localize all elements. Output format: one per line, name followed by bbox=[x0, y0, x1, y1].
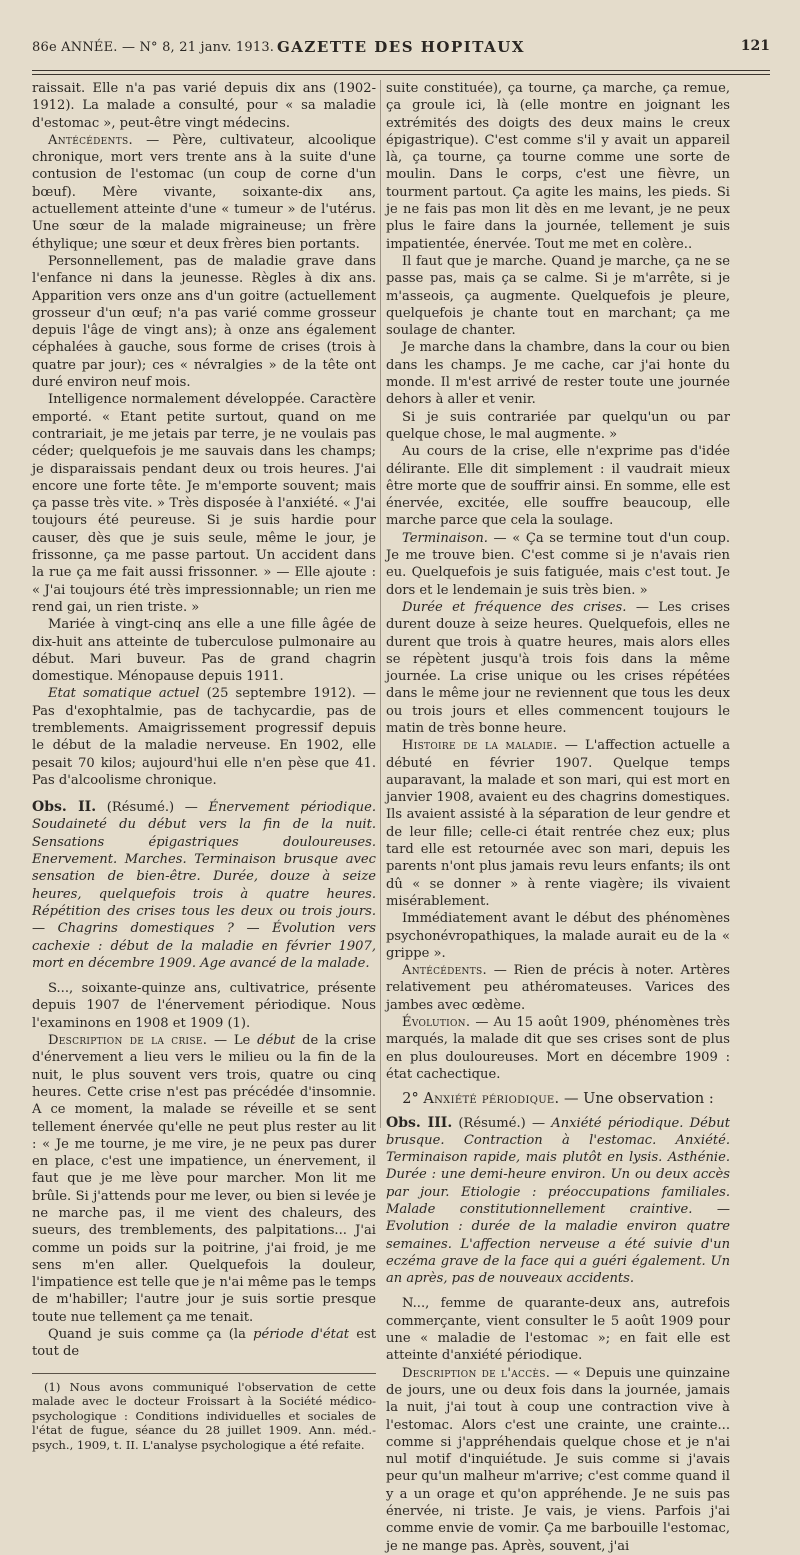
header-rule-top bbox=[32, 70, 770, 71]
observation-title: Obs. III. bbox=[386, 1114, 453, 1131]
issue-info: 86e ANNÉE. — N° 8, 21 janv. 1913. bbox=[32, 40, 275, 55]
paragraph-crisis-description bbox=[32, 1032, 376, 1326]
paragraph-text: — Père, cultivateur, alcoolique chronique, mort vers trente ans à la suite d'une contusion de l'estomac (un coup de corne d'un bœuf). Mère vivante, soixante-dix ans, actuellement atteinte d'une « tumeur » de l'utérus. Une sœur de la malade migraineuse; un frère éthylique; une sœur et deux frères bien portants. bbox=[32, 132, 376, 252]
journal-title: GAZETTE DES HOPITAUX bbox=[276, 38, 525, 56]
section-number: 2° bbox=[402, 1091, 424, 1108]
paragraph-termination bbox=[386, 530, 730, 599]
paragraph-text: N..., femme de quarante-deux ans, autrefois commerçante, vient consulter le 5 août 1909 pour une « maladie de l'estomac »; en fait elle est atteinte d'anxiété périodique. bbox=[386, 1296, 730, 1364]
paragraph bbox=[386, 1295, 730, 1364]
paragraph-evolution bbox=[386, 1014, 730, 1083]
paragraph-text: — « Depuis une quinzaine de jours, une ou deux fois dans la journée, jamais la nuit, j'ai tout à coup une contraction vive à l'estomac. Alors c'est une crainte, une crainte... comme si j'appréhendais quelque chose et je n'ai nul motif d'inquiétude. Je suis comme si j'avais peur qu'un malheur m'arrive; c'est comme quand il y a un orage et qu'on appréhende. Je ne suis pas énervée, ni triste. Je vais, je viens. Parfois j'ai comme envie de vomir. Ça me barbouille l'estomac, je ne mange pas. Après, souvent, j'ai bbox=[386, 1365, 731, 1554]
paragraph-text: suite constituée), ça tourne, ça marche, ça remue, ça groule ici, là (elle montre en joignant les extrémités des doigts des deux mains le creux épigastrique). C'est comme s'il y avait un appareil là, ça tourne, ça tourne comme une sorte de moulin. Dans le corps, c'est une fièvre, un tourment partout. Ça agite les mains, les pieds. Si je ne fais pas mon lit dès en me levant, je ne peux plus le faire dans la journée, tellement je suis impatientée, énervée. Tout me met en colère.. bbox=[386, 81, 730, 252]
paragraph-somatic bbox=[32, 685, 376, 789]
observation-summary: Anxiété périodique. Début brusque. Contraction à l'estomac. Anxiété. Terminaison rapide, mais plutôt en lysis. Asthénie. Durée : une demi-heure environ. Un ou deux accès par jour. Etiologie : préoccupations familiales. Malade constitutionnellement craintive. — Evolution : durée de la maladie environ quatre semaines. L'affection nerveuse a été suivie d'un eczéma grave de la face qui a guéri également. Un an après, pas de nouveaux accidents. bbox=[386, 1115, 731, 1287]
paragraph-heading: Description de l'accès. bbox=[402, 1365, 551, 1381]
observation-title: Obs. II. bbox=[32, 799, 97, 816]
paragraph-text: Si je suis contrariée par quelqu'un ou par quelque chose, le mal augmente. » bbox=[386, 409, 730, 442]
paragraph-antecedents bbox=[386, 962, 730, 1014]
page-number: 121 bbox=[740, 38, 770, 54]
paragraph bbox=[32, 980, 376, 1032]
footnote: (1) Nous avons communiqué l'observation de cette malade avec le docteur Froissart à la Société médico-psychologique : Conditions individuelles et sociales de l'état de fugue, séance du 28 juillet 1909. Ann. méd.-psych., 1909, t. II. L'analyse psychologique a été refaite. bbox=[32, 1379, 376, 1453]
section-heading: Anxiété périodique. bbox=[423, 1091, 560, 1108]
paragraph-text: Je marche dans la chambre, dans la cour ou bien dans les champs. Je me cache, car j'ai honte du monde. Il m'est arrivé de rester toute une journée dehors à aller et venir. bbox=[386, 340, 730, 408]
paragraph bbox=[386, 910, 730, 962]
paragraph-text: Au cours de la crise, elle n'exprime pas d'idée délirante. Elle dit simplement : il vaudrait mieux être morte que de souffrir ainsi. En somme, elle est énervée, excitée, elle souffre beaucoup, elle marche parce que cela la soulage. bbox=[386, 444, 730, 529]
spacer bbox=[386, 1287, 730, 1295]
emphasis: période d'état bbox=[253, 1327, 350, 1343]
paragraph-text: Intelligence normalement développée. Caractère emporté. « Etant petite surtout, quand on me contrariait, je me jetais par terre, je ne voulais pas céder; quelquefois je me sauvais dans les champs; je disparaissais pendant deux ou trois heures. J'ai encore une forte tête. Je m'emporte souvent; mais ça passe très vite. » Très disposée à l'anxiété. « J'ai toujours été peureuse. Si je suis hardie pour causer, dès que je suis seule, même le jour, je frissonne, ça me passe partout. Un accident dans la rue ça me fait aussi frissonner. » — Elle ajoute : « J'ai toujours été très impressionnable; un rien me rend gai, un rien triste. » bbox=[32, 392, 376, 615]
paragraph bbox=[386, 253, 730, 339]
observation-summary: Énervement périodique. Soudaineté du début vers la fin de la nuit. Sensations épigastriques douloureuses. Enervement. Marches. Terminaison brusque avec sensation de bien-être. Durée, douze à seize heures, quelquefois trois à quatre heures. Répétition des crises tous les deux ou trois jours. — Chagrins domestiques ? — Évolution vers cachexie : début de la maladie en février 1907, mort en décembre 1909. Age avancé de la malade. bbox=[32, 800, 376, 971]
paragraph-text: de la crise d'énervement a lieu vers le milieu ou la fin de la nuit, le plus souvent vers trois, quatre ou cinq heures. Cette crise n'est pas précédée d'insomnie. A ce moment, la malade se réveille et se sent tellement énervée qu'elle ne peut plus rester au lit : « Je me tourne, je me vire, je ne peux pas durer en place, c'est une impatience, un énervement, il faut que je me lève pour marcher. Mon lit me brûle. Si j'attends pour me lever, ou bien si levée je ne marche pas, il me vient des chaleurs, des sueurs, des tremblements, des palpitations... J'ai comme un poids sur la poitrine, j'ai froid, je me sens m'en aller. Quelquefois la douleur, l'impatience est telle que je n'ai même pas le temps de m'habiller; l'autre jour je suis sortie presque toute nue tellement ça me tenait. bbox=[32, 1033, 376, 1325]
paragraph-text: — « Ça se termine tout d'un coup. Je me trouve bien. C'est comme si je n'avais rien eu. Quelquefois je suis fatiguée, mais c'est tout. Je dors et le lendemain je suis très bien. » bbox=[386, 530, 730, 598]
paragraph-history bbox=[386, 737, 730, 910]
paragraph-access-description bbox=[386, 1365, 730, 1555]
paragraph-text: S..., soixante-quinze ans, cultivatrice, présente depuis 1907 de l'énervement périodique. Nous l'examinons en 1908 et 1909 (1). bbox=[32, 981, 376, 1031]
running-header bbox=[32, 36, 770, 62]
footnote-rule bbox=[32, 1373, 376, 1374]
paragraph bbox=[386, 339, 730, 408]
paragraph-heading: Description de la crise. bbox=[48, 1033, 208, 1049]
paragraph bbox=[386, 443, 730, 529]
paragraph-heading: Évolution. bbox=[402, 1015, 471, 1031]
paragraph-text: — Au 15 août 1909, phénomènes très marqués, la malade dit que ses crises sont de plus en plus douloureuses. Mort en décembre 1909 : état cachectique. bbox=[386, 1015, 730, 1082]
spacer bbox=[32, 972, 376, 980]
observation-3-summary bbox=[386, 1115, 730, 1288]
paragraph-heading: Histoire de la maladie. bbox=[402, 738, 558, 754]
header-rule-bottom bbox=[32, 74, 770, 75]
paragraph-text: Quand je suis comme ça (la bbox=[48, 1327, 254, 1343]
paragraph-antecedents bbox=[32, 132, 376, 253]
resume-label: (Résumé.) — bbox=[96, 800, 209, 816]
paragraph-text: raissait. Elle n'a pas varié depuis dix ans (1902-1912). La malade a consulté, pour « sa maladie d'estomac », peut-être vingt médecins. bbox=[32, 81, 376, 131]
paragraph bbox=[32, 80, 376, 132]
section-title bbox=[386, 1091, 730, 1108]
paragraph bbox=[386, 409, 730, 444]
paragraph-text: est tout de bbox=[32, 1327, 376, 1360]
paragraph-heading: Terminaison. bbox=[402, 530, 488, 546]
observation-2-summary bbox=[32, 799, 376, 972]
paragraph bbox=[32, 253, 376, 391]
right-column bbox=[386, 80, 731, 1554]
paragraph bbox=[32, 1326, 376, 1361]
paragraph-text: (25 septembre 1912). — Pas d'exophtalmie, pas de tachycardie, pas de tremblements. Amaigrissement progressif depuis le début de la maladie nerveuse. En 1902, elle pesait 70 kilos; aujourd'hui elle n'en pèse que 41. Pas d'alcoolisme chronique. bbox=[32, 686, 376, 788]
paragraph-text: Mariée à vingt-cinq ans elle a une fille âgée de dix-huit ans atteinte de tuberculose pulmonaire au début. Mari buveur. Pas de grand chagrin domestique. Ménopause depuis 1911. bbox=[32, 617, 376, 685]
resume-label: (Résumé.) — bbox=[452, 1115, 552, 1131]
paragraph-duration bbox=[386, 599, 730, 737]
left-column bbox=[32, 80, 376, 1453]
paragraph-text: — L'affection actuelle a débuté en février 1907. Quelque temps auparavant, la malade et son mari, qui est mort en janvier 1908, avaient eu des chagrins domestiques. Ils avaient assisté à la séparation de leur gendre et de leur fille; celle-ci était rentrée chez eux; plus tard elle est retournée avec son mari, depuis les parents n'ont plus jamais revu leurs enfants; ils ont dû « se donner » à rente viagère; ils vivaient misérablement. bbox=[386, 738, 731, 909]
paragraph-text: — Rien de précis à noter. Artères relativement peu athéromateuses. Varices des jambes avec œdème. bbox=[386, 963, 730, 1013]
paragraph-text: Il faut que je marche. Quand je marche, ça ne se passe pas, mais ça se calme. Si je m'arrête, si je m'asseois, ça augmente. Quelquefois je pleure, quelquefois je chante tout en marchant; ça me soulage de chanter. bbox=[386, 253, 730, 339]
paragraph-heading: Durée et fréquence des crises. bbox=[402, 599, 627, 615]
emphasis: début bbox=[257, 1033, 296, 1049]
paragraph-text: — Les crises durent douze à seize heures. Quelquefois, elles ne durent que trois à quatre heures, mais alors elles se répètent jusqu'à trois fois dans la même journée. La crise unique ou les crises répétées dans le même jour ne reviennent que tous les deux ou trois jours et elles commencent toujours le matin de très bonne heure. bbox=[386, 599, 730, 736]
paragraph bbox=[386, 80, 730, 253]
section-subtitle: — Une observation : bbox=[559, 1091, 714, 1108]
paragraph-text: — Le bbox=[207, 1033, 258, 1049]
paragraph-text: Immédiatement avant le début des phénomènes psychonévropathiques, la malade aurait eu de la « grippe ». bbox=[386, 911, 730, 961]
column-divider bbox=[380, 80, 381, 1128]
paragraph-text: Personnellement, pas de maladie grave dans l'enfance ni dans la jeunesse. Règles à dix ans. Apparition vers onze ans d'un goitre (actuellement grosseur d'un œuf; n'a pas varié comme grosseur depuis l'âge de vingt ans); à onze ans également céphalées à gauche, sous forme de crises (trois à quatre par jour); ces « névralgies » de la tête ont duré environ neuf mois. bbox=[32, 253, 376, 391]
paragraph-heading: Antécédents. bbox=[402, 963, 487, 979]
paragraph-heading: Antécédents. bbox=[48, 132, 133, 148]
paragraph bbox=[32, 616, 376, 685]
paragraph bbox=[32, 391, 376, 616]
paragraph-heading: Etat somatique actuel bbox=[48, 686, 200, 702]
